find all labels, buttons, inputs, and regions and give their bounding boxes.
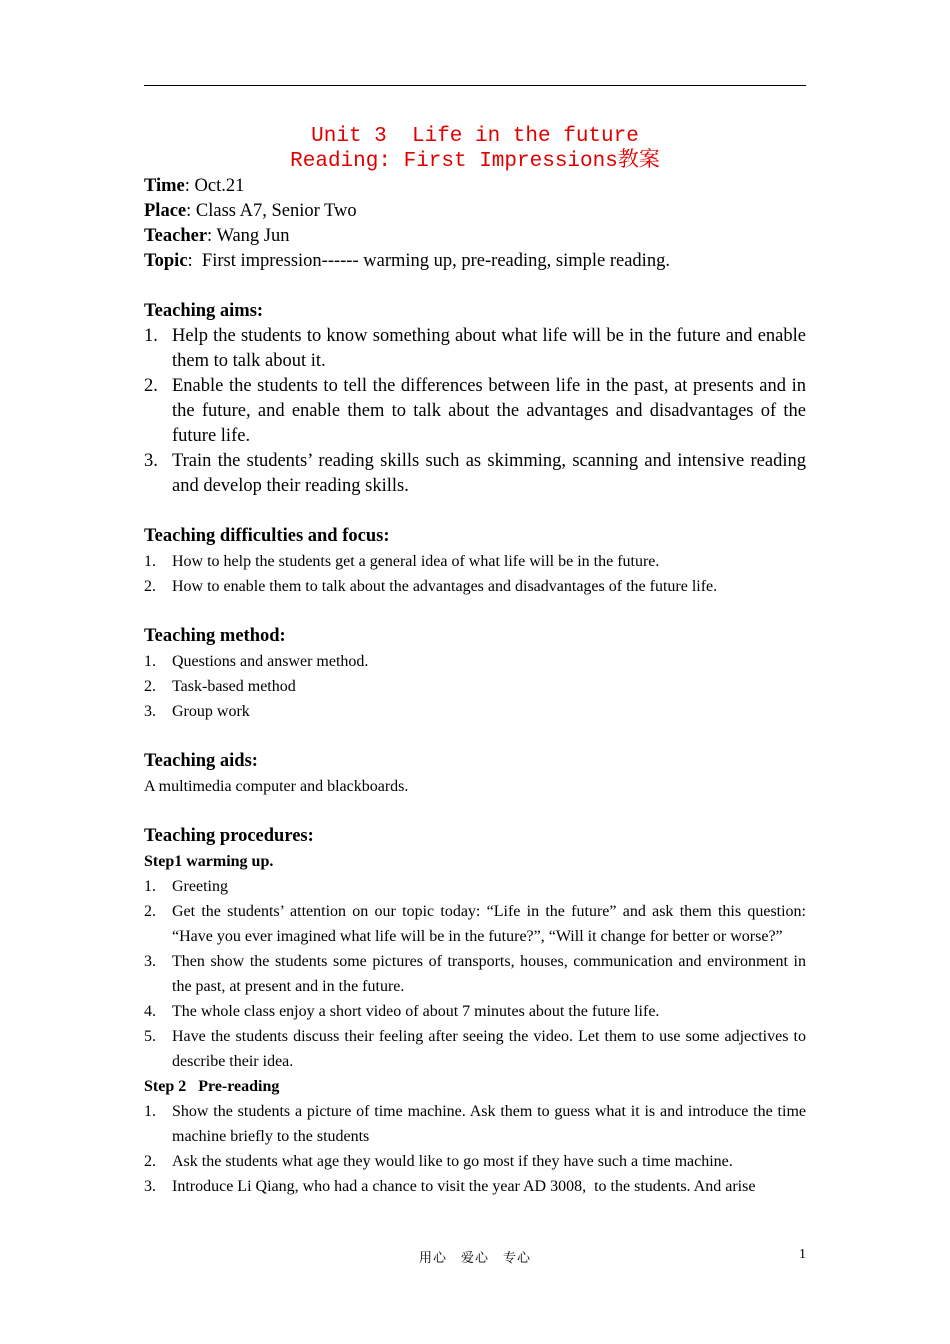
- meta-topic-label: Topic: [144, 251, 188, 271]
- meta-place-label: Place: [144, 201, 187, 221]
- list-item: 5. Have the students discuss their feeling after seeing the video. Let them to use some adjectives to describe their idea.: [144, 1028, 806, 1070]
- page-content: [144, 124, 806, 1199]
- list-item: 1. Help the students to know something about what life will be in the future and enable them to talk about it.: [144, 326, 806, 371]
- meta-time-value: : Oct.21: [184, 176, 245, 196]
- meta-place-value: : Class A7, Senior Two: [186, 201, 357, 221]
- aims-heading: Teaching aims:: [144, 301, 264, 321]
- meta-teacher-label: Teacher: [144, 226, 208, 246]
- method-list: [144, 649, 806, 724]
- title-line-1: Unit 3 Life in the future: [311, 125, 639, 148]
- step2-list: [144, 1099, 806, 1199]
- meta-place: [144, 199, 806, 224]
- list-item: 2. How to enable them to talk about the advantages and disadvantages of the future life.: [144, 578, 718, 595]
- meta-topic: [144, 249, 806, 274]
- list-item: 3. Train the students’ reading skills such as skimming, scanning and intensive reading and develop their reading skills.: [144, 451, 806, 496]
- page-footer: [144, 1247, 806, 1269]
- difficulties-list: [144, 549, 806, 599]
- title-line-2: Reading: First Impressions教案: [290, 150, 660, 173]
- list-item: 2. Get the students’ attention on our topic today: “Life in the future” and ask them this question: “Have you ever imagined what life will be in the future?”, “Will it change for better or worse?”: [144, 903, 806, 945]
- aids-heading: Teaching aids:: [144, 751, 258, 771]
- list-item: 1. Greeting: [144, 878, 228, 895]
- list-item: 3. Then show the students some pictures of transports, houses, communication and environment in the past, at present and in the future.: [144, 953, 806, 995]
- meta-teacher: [144, 224, 806, 249]
- header-rule: [144, 85, 806, 86]
- meta-time-label: Time: [144, 176, 185, 196]
- list-item: 4. The whole class enjoy a short video of about 7 minutes about the future life.: [144, 1003, 660, 1020]
- meta-topic-value: : First impression------ warming up, pre-reading, simple reading.: [187, 251, 670, 271]
- list-item: 1. Show the students a picture of time machine. Ask them to guess what it is and introduce the time machine briefly to the students: [144, 1103, 806, 1145]
- footer-motto: 用心 爱心 专心: [418, 1251, 531, 1266]
- aids-text: A multimedia computer and blackboards.: [144, 778, 409, 795]
- list-item: 1. How to help the students get a general idea of what life will be in the future.: [144, 553, 660, 570]
- list-item: 2. Enable the students to tell the differences between life in the past, at presents and in the future, and enable them to talk about the advantages and disadvantages of the future life.: [144, 376, 806, 446]
- list-item: 3. Introduce Li Qiang, who had a chance to visit the year AD 3008, to the students. And arise: [144, 1178, 756, 1195]
- step1-heading: Step1 warming up.: [144, 853, 274, 870]
- aims-list: [144, 324, 806, 499]
- lesson-meta: [144, 174, 806, 274]
- step1-list: [144, 874, 806, 1074]
- procedures-heading: Teaching procedures:: [144, 826, 314, 846]
- list-item: 1. Questions and answer method.: [144, 653, 369, 670]
- method-heading: Teaching method:: [144, 626, 286, 646]
- page-number: 1: [799, 1247, 806, 1262]
- document-title: [144, 124, 806, 174]
- list-item: 2. Task-based method: [144, 678, 296, 695]
- step2-heading: Step 2 Pre-reading: [144, 1078, 280, 1095]
- list-item: 2. Ask the students what age they would like to go most if they have such a time machine.: [144, 1153, 733, 1170]
- list-item: 3. Group work: [144, 703, 250, 720]
- difficulties-heading: Teaching difficulties and focus:: [144, 526, 390, 546]
- meta-teacher-value: : Wang Jun: [207, 226, 290, 246]
- meta-time: [144, 174, 806, 199]
